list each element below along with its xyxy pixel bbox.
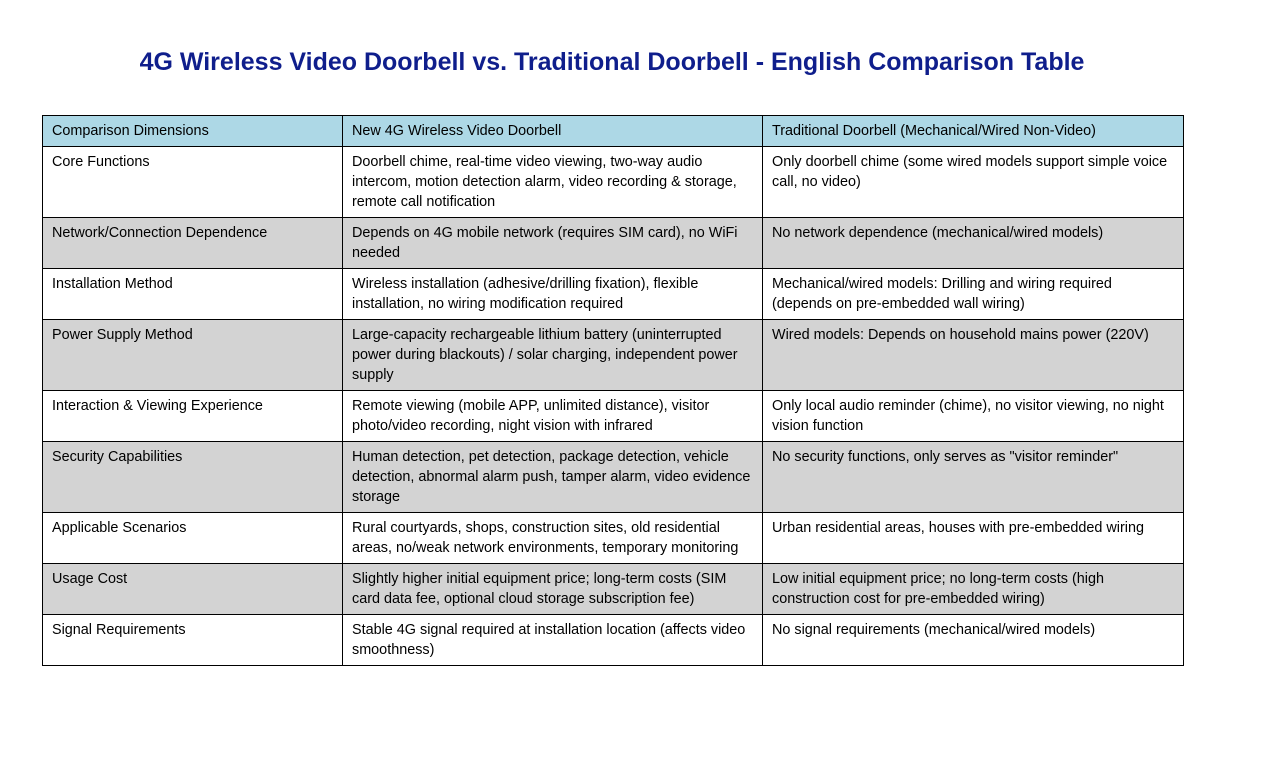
row-traditional-cell: Low initial equipment price; no long-term costs (high construction cost for pre-embedded wiring) — [763, 564, 1184, 615]
row-4g-cell: Depends on 4G mobile network (requires SIM card), no WiFi needed — [343, 218, 763, 269]
row-dimension-cell: Applicable Scenarios — [43, 513, 343, 564]
row-traditional-cell: Only doorbell chime (some wired models support simple voice call, no video) — [763, 147, 1184, 218]
row-traditional-cell: Mechanical/wired models: Drilling and wiring required (depends on pre-embedded wall wiring) — [763, 269, 1184, 320]
row-dimension-cell: Installation Method — [43, 269, 343, 320]
row-dimension-cell: Network/Connection Dependence — [43, 218, 343, 269]
table-row — [43, 320, 1184, 391]
row-traditional-cell: Only local audio reminder (chime), no visitor viewing, no night vision function — [763, 391, 1184, 442]
comparison-table — [42, 115, 1184, 666]
row-4g-cell: Rural courtyards, shops, construction sites, old residential areas, no/weak network environments, temporary monitoring — [343, 513, 763, 564]
row-traditional-cell: Urban residential areas, houses with pre-embedded wiring — [763, 513, 1184, 564]
row-dimension-cell: Core Functions — [43, 147, 343, 218]
row-dimension-cell: Usage Cost — [43, 564, 343, 615]
row-4g-cell: Stable 4G signal required at installation location (affects video smoothness) — [343, 615, 763, 666]
row-4g-cell: Large-capacity rechargeable lithium battery (uninterrupted power during blackouts) / solar charging, independent power supply — [343, 320, 763, 391]
row-traditional-cell: Wired models: Depends on household mains power (220V) — [763, 320, 1184, 391]
table-row — [43, 391, 1184, 442]
page-title: 4G Wireless Video Doorbell vs. Traditional Doorbell - English Comparison Table — [139, 47, 1085, 76]
row-4g-cell: Human detection, pet detection, package detection, vehicle detection, abnormal alarm push, tamper alarm, video evidence storage — [343, 442, 763, 513]
table-row — [43, 615, 1184, 666]
row-dimension-cell: Interaction & Viewing Experience — [43, 391, 343, 442]
row-traditional-cell: No network dependence (mechanical/wired models) — [763, 218, 1184, 269]
table-row — [43, 442, 1184, 513]
row-4g-cell: Slightly higher initial equipment price; long-term costs (SIM card data fee, optional cloud storage subscription fee) — [343, 564, 763, 615]
row-dimension-cell: Signal Requirements — [43, 615, 343, 666]
table-row — [43, 218, 1184, 269]
row-traditional-cell: No security functions, only serves as "visitor reminder" — [763, 442, 1184, 513]
row-dimension-cell: Power Supply Method — [43, 320, 343, 391]
row-4g-cell: Wireless installation (adhesive/drilling fixation), flexible installation, no wiring modification required — [343, 269, 763, 320]
table-row — [43, 147, 1184, 218]
row-dimension-cell: Security Capabilities — [43, 442, 343, 513]
table-row — [43, 269, 1184, 320]
header-comparison-dimensions: Comparison Dimensions — [43, 116, 343, 147]
row-4g-cell: Remote viewing (mobile APP, unlimited distance), visitor photo/video recording, night vision with infrared — [343, 391, 763, 442]
row-4g-cell: Doorbell chime, real-time video viewing, two-way audio intercom, motion detection alarm, video recording & storage, remote call notification — [343, 147, 763, 218]
header-4g-doorbell: New 4G Wireless Video Doorbell — [343, 116, 763, 147]
header-traditional-doorbell: Traditional Doorbell (Mechanical/Wired Non-Video) — [763, 116, 1184, 147]
table-row — [43, 513, 1184, 564]
table-header-row — [43, 116, 1184, 147]
table-row — [43, 564, 1184, 615]
row-traditional-cell: No signal requirements (mechanical/wired models) — [763, 615, 1184, 666]
